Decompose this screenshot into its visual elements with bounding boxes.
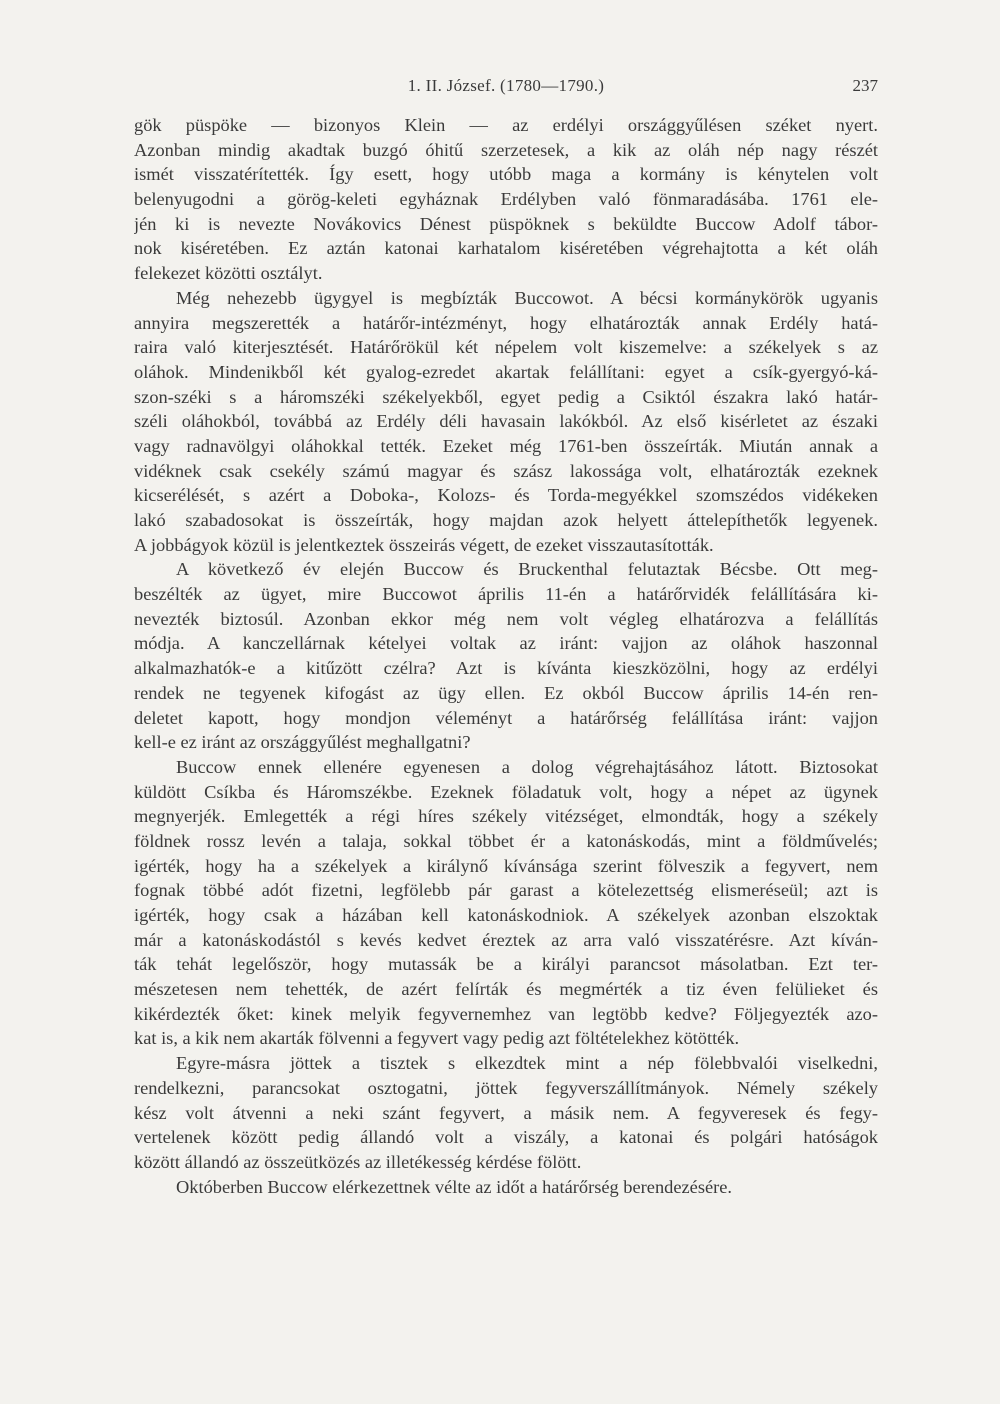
text-line: beszélték az ügyet, mire Buccowot április 11-én a határőrvidék felállítására ki- xyxy=(134,584,878,605)
text-line: belenyugodni a görög-keleti egyháznak Erdélyben való fönmaradásába. 1761 ele- xyxy=(134,189,878,210)
text-line: fognak többé adót fizetni, legfölebb pár garast a kötelezettség elismeréseül; azt is xyxy=(134,880,878,901)
text-line: vertelenek között pedig állandó volt a viszály, a katonai és polgári hatóságok xyxy=(134,1127,878,1148)
text-line: igérték, hogy ha a székelyek a királynő kívánsága szerint fölveszik a fegyvert, nem xyxy=(134,855,878,876)
text-line: kész volt átvenni a neki szánt fegyvert, a másik nem. A fegyveresek és fegy- xyxy=(134,1102,878,1123)
text-line: felekezet közötti osztályt. xyxy=(134,263,323,284)
text-line: alkalmazhatók-e a kitűzött czélra? Azt is kívánta kieszközölni, hogy az erdélyi xyxy=(134,658,878,679)
text-line: ismét visszatérítették. Így esett, hogy utóbb maga a kormány is kénytelen volt xyxy=(134,164,878,185)
text-line: Még nehezebb ügygyel is megbízták Buccowot. A bécsi kormánykörök ugyanis xyxy=(176,287,878,308)
text-line: küldött Csíkba és Háromszékbe. Ezeknek föladatuk volt, hogy a népet az ügynek xyxy=(134,781,878,802)
text-line: vagy radnavölgyi oláhokkal tették. Ezeket még 1761-ben összeírták. Miután annak a xyxy=(134,435,878,456)
text-line: között állandó az összeütközés az illetékesség kérdése fölött. xyxy=(134,1151,582,1172)
text-line: ták tehát legelőször, hogy mutassák be a királyi parancsot másolatban. Ezt ter- xyxy=(134,954,878,975)
text-line: Azonban mindig akadtak buzgó óhitű szerzetesek, a kik az oláh nép nagy részét xyxy=(134,139,878,160)
text-line: vidéknek csak csekély számú magyar és szász lakossága volt, elhatározták ezeknek xyxy=(134,460,878,481)
running-title: 1. II. József. (1780—1790.) xyxy=(407,76,605,95)
text-line: lakó szabadosokat is összeírták, hogy majdan azok helyett áttelepíthetők legyenek. xyxy=(134,510,878,530)
text-line: földnek rossz levén a talaja, sokkal többet ér a katonáskodás, mint a földművelés; xyxy=(134,830,878,851)
text-line: A következő év elején Buccow és Bruckenthal felutaztak Bécsbe. Ott meg- xyxy=(176,559,878,580)
text-line: nok kiséretében. Ez aztán katonai karhatalom kiséretében végrehajtotta a két oláh xyxy=(134,238,878,259)
text-line: igérték, hogy csak a házában kell katonáskodniok. A székelyek azonban elszoktak xyxy=(134,905,878,925)
text-line: szon-széki s a háromszéki székelyekből, egyet pedig a Csiktól északra lakó határ- xyxy=(134,386,878,407)
text-line: A jobbágyok közül is jelentkeztek összeirás végett, de ezeket visszautasították. xyxy=(134,534,714,555)
text-line: kikérdezték őket: kinek melyik fegyvernemhez van legtöbb kedve? Följegyezték azo- xyxy=(134,1003,878,1024)
body-text xyxy=(134,113,878,1199)
page-number: 237 xyxy=(852,76,878,95)
running-head xyxy=(134,76,878,98)
text-line: rendek ne tegyenek kifogást az ügy ellen. Ez okból Buccow április 14-én ren- xyxy=(134,682,878,703)
text-line: gök püspöke — bizonyos Klein — az erdélyi országgyűlésen széket nyert. xyxy=(134,115,878,135)
text-line: mészetesen nem tehették, de azért felírták és megmérték a tiz éven felülieket és xyxy=(134,979,878,1000)
text-line: módja. A kanczellárnak kételyei voltak az iránt: vajjon az oláhok haszonnal xyxy=(134,633,878,654)
text-line: már a katonáskodástól s kevés kedvet éreztek az arra való visszatérésre. Azt kíván- xyxy=(134,929,878,950)
text-line: Buccow ennek ellenére egyenesen a dolog végrehajtásához látott. Biztosokat xyxy=(176,756,878,777)
text-line: jén ki is nevezte Novákovics Dénest püspöknek s beküldte Buccow Adolf tábor- xyxy=(134,213,878,234)
text-line: kicserélését, s azért a Doboka-, Kolozs- és Torda-megyékkel szomszédos vidékeken xyxy=(134,485,878,506)
text-line: nevezték biztosúl. Azonban ekkor még nem volt végleg elhatározva a felállítás xyxy=(134,608,878,629)
text-line: deletet kapott, hogy mondjon véleményt a határőrség felállítása iránt: vajjon xyxy=(134,707,878,728)
text-line: Egyre-másra jöttek a tisztek s elkezdtek mint a nép fölebbvalói viselkedni, xyxy=(176,1053,878,1074)
text-line: Októberben Buccow elérkezettnek vélte az időt a határőrség berendezésére. xyxy=(176,1176,733,1197)
text-line: megnyerjék. Emlegették a régi híres székely vitézséget, elmondták, hogy a székely xyxy=(134,806,878,827)
text-line: kell-e ez iránt az országgyűlést meghallgatni? xyxy=(134,732,471,753)
text-line: kat is, a kik nem akarták fölvenni a fegyvert vagy pedig azt föltételekhez kötötték. xyxy=(134,1028,740,1049)
text-line: oláhok. Mindenikből két gyalog-ezredet akartak felállítani: egyet a csík-gyergyó-ká- xyxy=(134,361,878,382)
text-line: rendelkezni, parancsokat osztogatni, jöttek fegyverszállítmányok. Némely székely xyxy=(134,1077,878,1098)
text-line: széli oláhokból, továbbá az Erdély déli havasain lakókból. Az első kisérletet az északi xyxy=(134,411,878,432)
text-line: annyira megszerették a határőr-intézményt, hogy elhatározták annak Erdély hatá- xyxy=(134,312,878,333)
text-line: raira való kiterjesztését. Határőrökül két népelem volt kiszemelve: a székelyek s az xyxy=(134,337,878,358)
